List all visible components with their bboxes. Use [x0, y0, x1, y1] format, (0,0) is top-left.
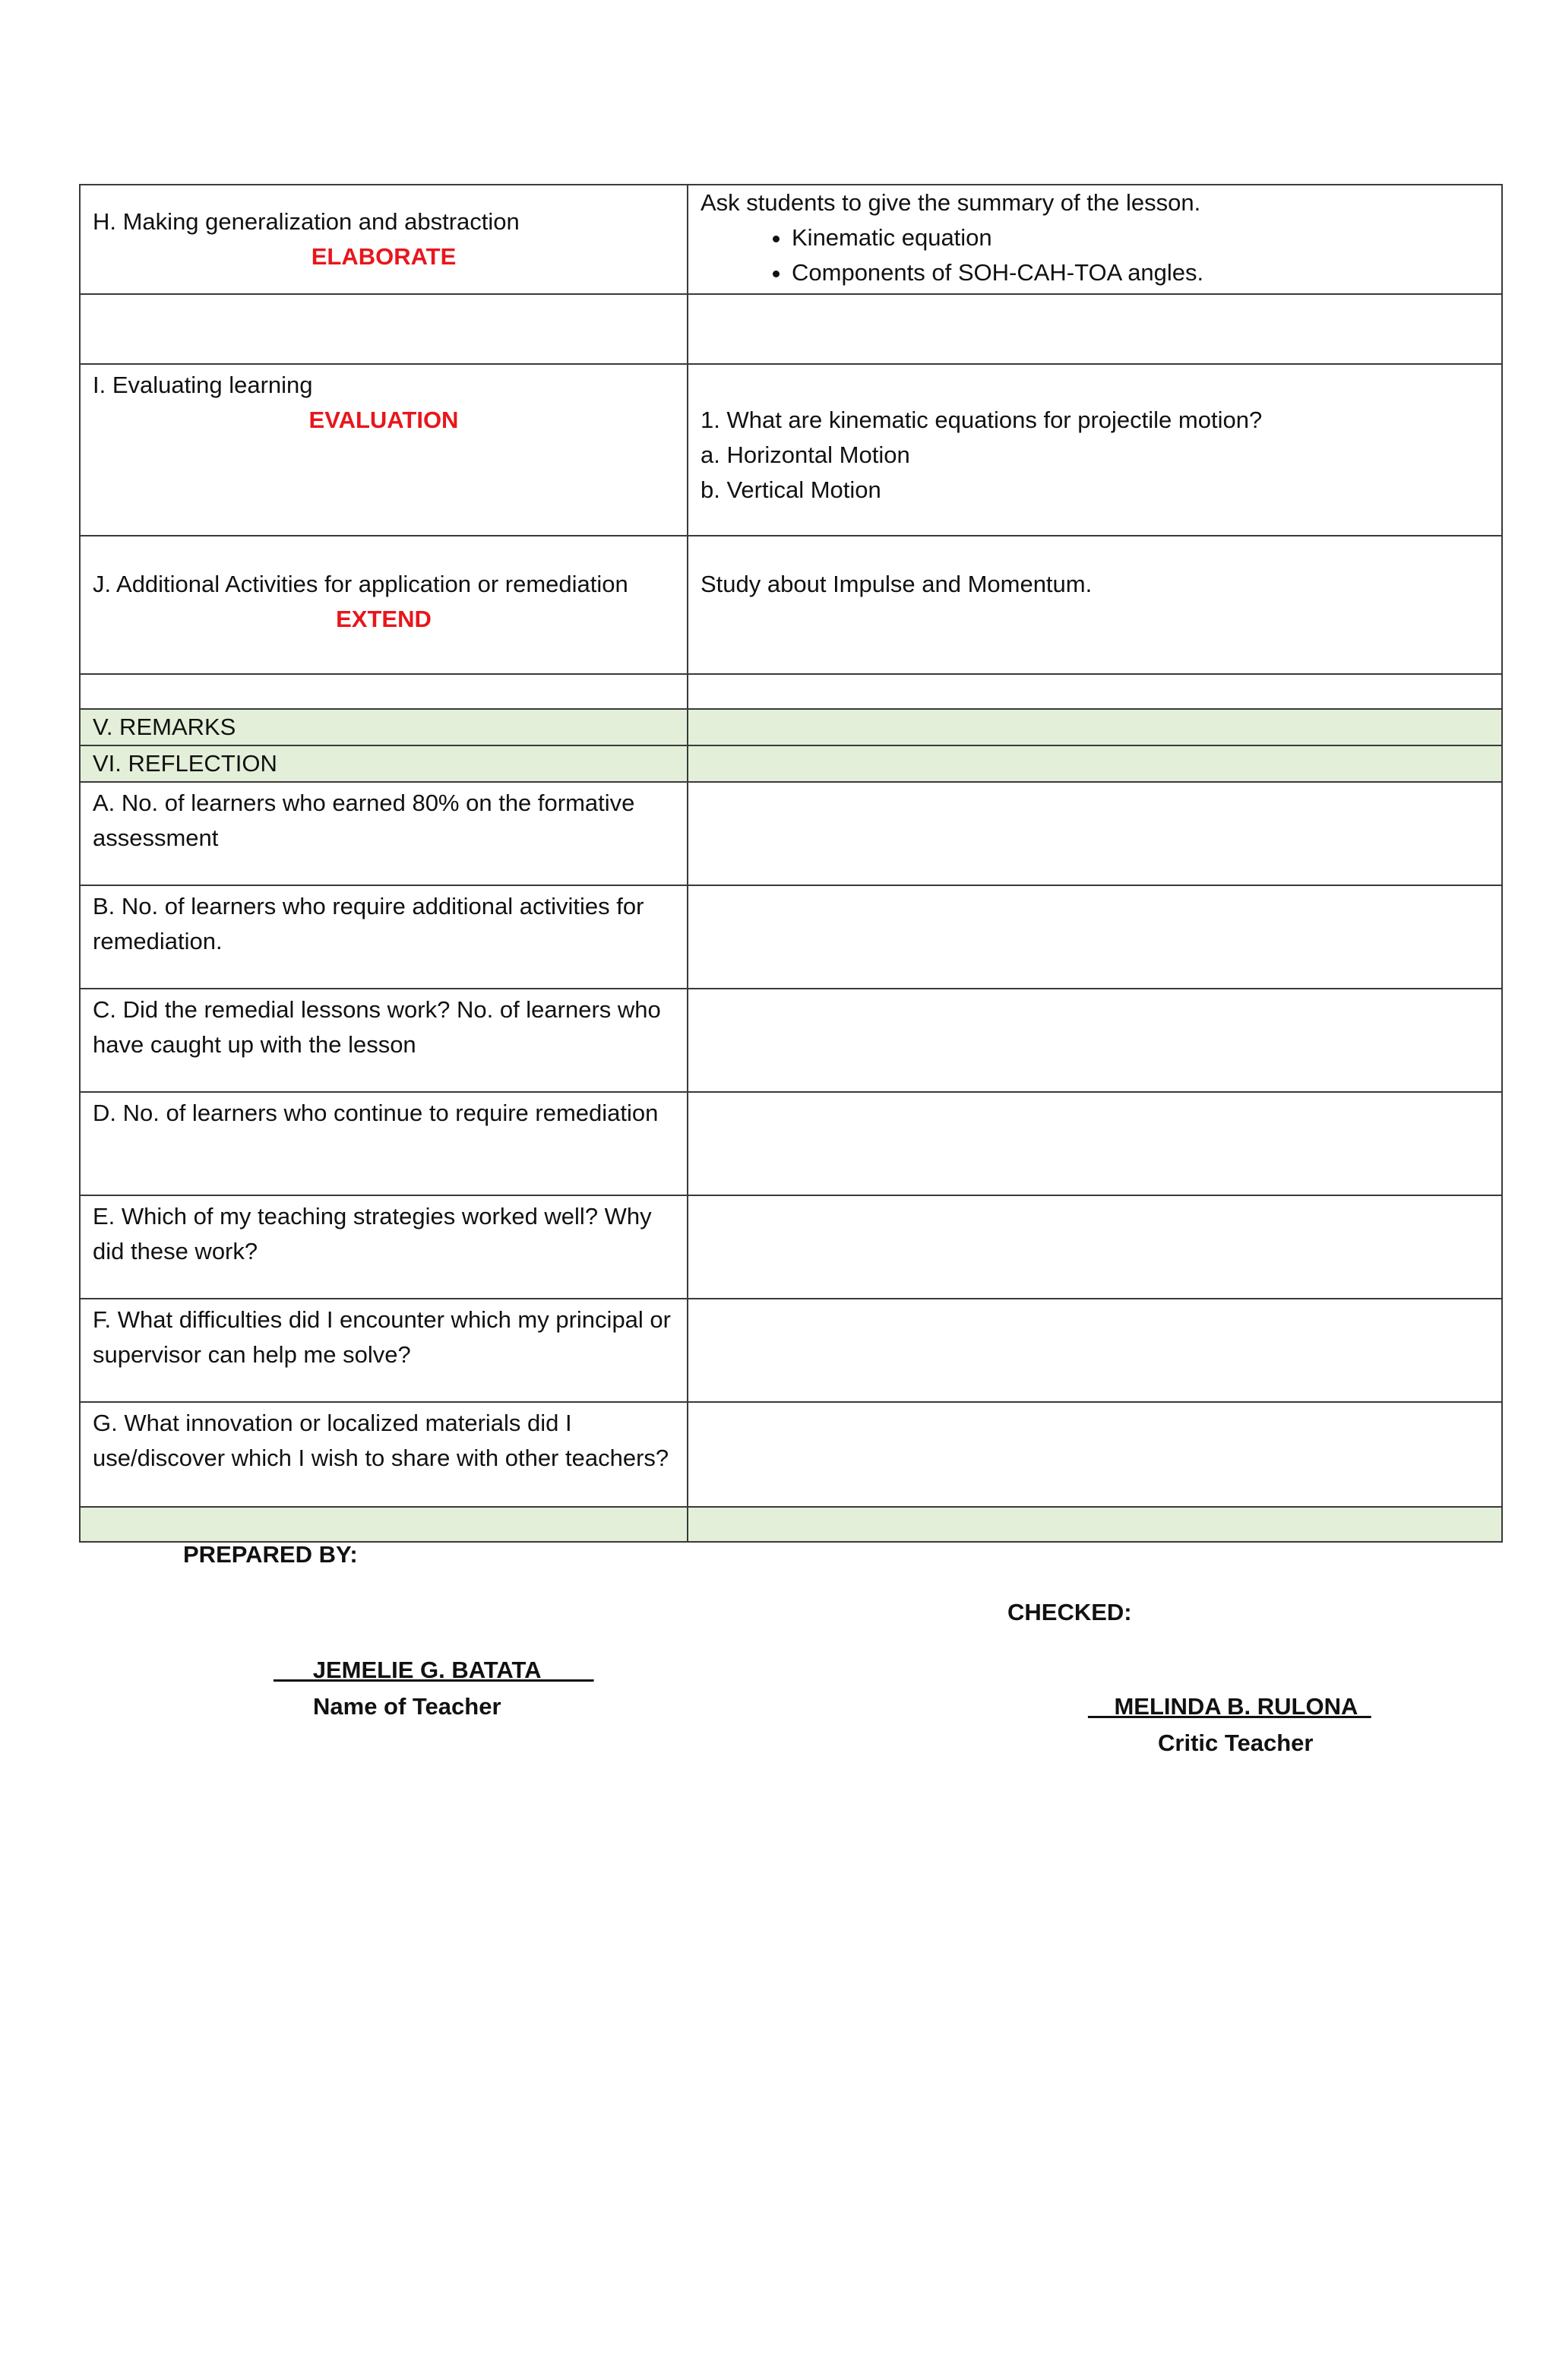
reflection-answer-cell	[688, 1195, 1502, 1299]
teacher-role: Name of Teacher	[313, 1693, 501, 1720]
remarks-value-cell	[688, 709, 1502, 745]
reflection-row	[80, 745, 1502, 782]
row-j-content-cell	[688, 536, 1502, 674]
prepared-by-label: PREPARED BY:	[183, 1541, 358, 1568]
teacher-name	[274, 1657, 594, 1684]
critic-name	[1088, 1693, 1371, 1720]
evaluation-item-b: b. Vertical Motion	[701, 476, 881, 503]
reflection-answer-cell	[688, 1402, 1502, 1507]
checked-label: CHECKED:	[1007, 1599, 1132, 1625]
reflection-row-c	[80, 989, 1502, 1092]
reflection-question: G. What innovation or localized materials did I use/discover which I wish to share with other teachers?	[93, 1410, 669, 1471]
blank-cell	[80, 674, 688, 709]
teacher-name-text: ___JEMELIE G. BATATA____	[274, 1657, 594, 1683]
reflection-row-a	[80, 782, 1502, 885]
row-i-content-cell	[688, 364, 1502, 536]
remarks-label-cell	[80, 709, 688, 745]
reflection-answer-cell	[688, 782, 1502, 885]
summary-bullet-list	[701, 220, 1489, 290]
reflection-label-cell	[80, 745, 688, 782]
row-j-label: J. Additional Activities for application or remediation	[93, 571, 628, 597]
phase-elaborate: ELABORATE	[311, 243, 457, 270]
reflection-question: D. No. of learners who continue to require remediation	[93, 1100, 659, 1126]
row-j-content: Study about Impulse and Momentum.	[701, 571, 1093, 597]
reflection-row-e	[80, 1195, 1502, 1299]
row-h	[80, 185, 1502, 294]
row-h-label-cell	[80, 185, 688, 294]
reflection-heading: VI. REFLECTION	[93, 750, 277, 777]
remarks-heading: V. REMARKS	[93, 714, 236, 740]
reflection-answer-cell	[688, 989, 1502, 1092]
footer-row	[80, 1507, 1502, 1542]
reflection-value-cell	[688, 745, 1502, 782]
summary-bullet-item: • Components of SOH-CAH-TOA angles.	[792, 255, 1489, 290]
reflection-row-b	[80, 885, 1502, 989]
reflection-row-f	[80, 1299, 1502, 1402]
phase-evaluation: EVALUATION	[308, 407, 459, 433]
reflection-question-cell	[80, 885, 688, 989]
reflection-question: E. Which of my teaching strategies worked well? Why did these work?	[93, 1203, 652, 1264]
blank-cell	[688, 674, 1502, 709]
reflection-question-cell	[80, 1195, 688, 1299]
reflection-answer-cell	[688, 885, 1502, 989]
critic-role: Critic Teacher	[1158, 1730, 1314, 1756]
row-h-label: H. Making generalization and abstraction	[93, 208, 520, 235]
critic-name-text: __MELINDA B. RULONA_	[1088, 1693, 1371, 1720]
row-j	[80, 536, 1502, 674]
reflection-question-cell	[80, 1402, 688, 1507]
reflection-question-cell	[80, 1092, 688, 1195]
phase-extend: EXTEND	[336, 606, 432, 632]
blank-row	[80, 294, 1502, 364]
footer-cell	[688, 1507, 1502, 1542]
reflection-answer-cell	[688, 1092, 1502, 1195]
row-h-intro: Ask students to give the summary of the lesson.	[701, 189, 1201, 216]
row-i-label: I. Evaluating learning	[93, 372, 313, 398]
blank-cell	[688, 294, 1502, 364]
blank-cell	[80, 294, 688, 364]
reflection-question: A. No. of learners who earned 80% on the formative assessment	[93, 790, 635, 851]
remarks-row	[80, 709, 1502, 745]
footer-cell	[80, 1507, 688, 1542]
reflection-question: C. Did the remedial lessons work? No. of learners who have caught up with the lesson	[93, 996, 661, 1058]
row-h-content-cell	[688, 185, 1502, 294]
reflection-question: B. No. of learners who require additional activities for remediation.	[93, 893, 644, 954]
reflection-row-g	[80, 1402, 1502, 1507]
row-i-label-cell	[80, 364, 688, 536]
reflection-question-cell	[80, 989, 688, 1092]
blank-row	[80, 674, 1502, 709]
summary-bullet-item: • Kinematic equation	[792, 220, 1489, 255]
evaluation-question: 1. What are kinematic equations for projectile motion?	[701, 407, 1263, 433]
evaluation-item-a: a. Horizontal Motion	[701, 442, 910, 468]
reflection-question-cell	[80, 1299, 688, 1402]
reflection-question-cell	[80, 782, 688, 885]
lesson-plan-table	[79, 184, 1503, 1543]
row-i	[80, 364, 1502, 536]
reflection-question: F. What difficulties did I encounter which my principal or supervisor can help me solve?	[93, 1306, 671, 1368]
row-j-label-cell	[80, 536, 688, 674]
reflection-row-d	[80, 1092, 1502, 1195]
reflection-answer-cell	[688, 1299, 1502, 1402]
